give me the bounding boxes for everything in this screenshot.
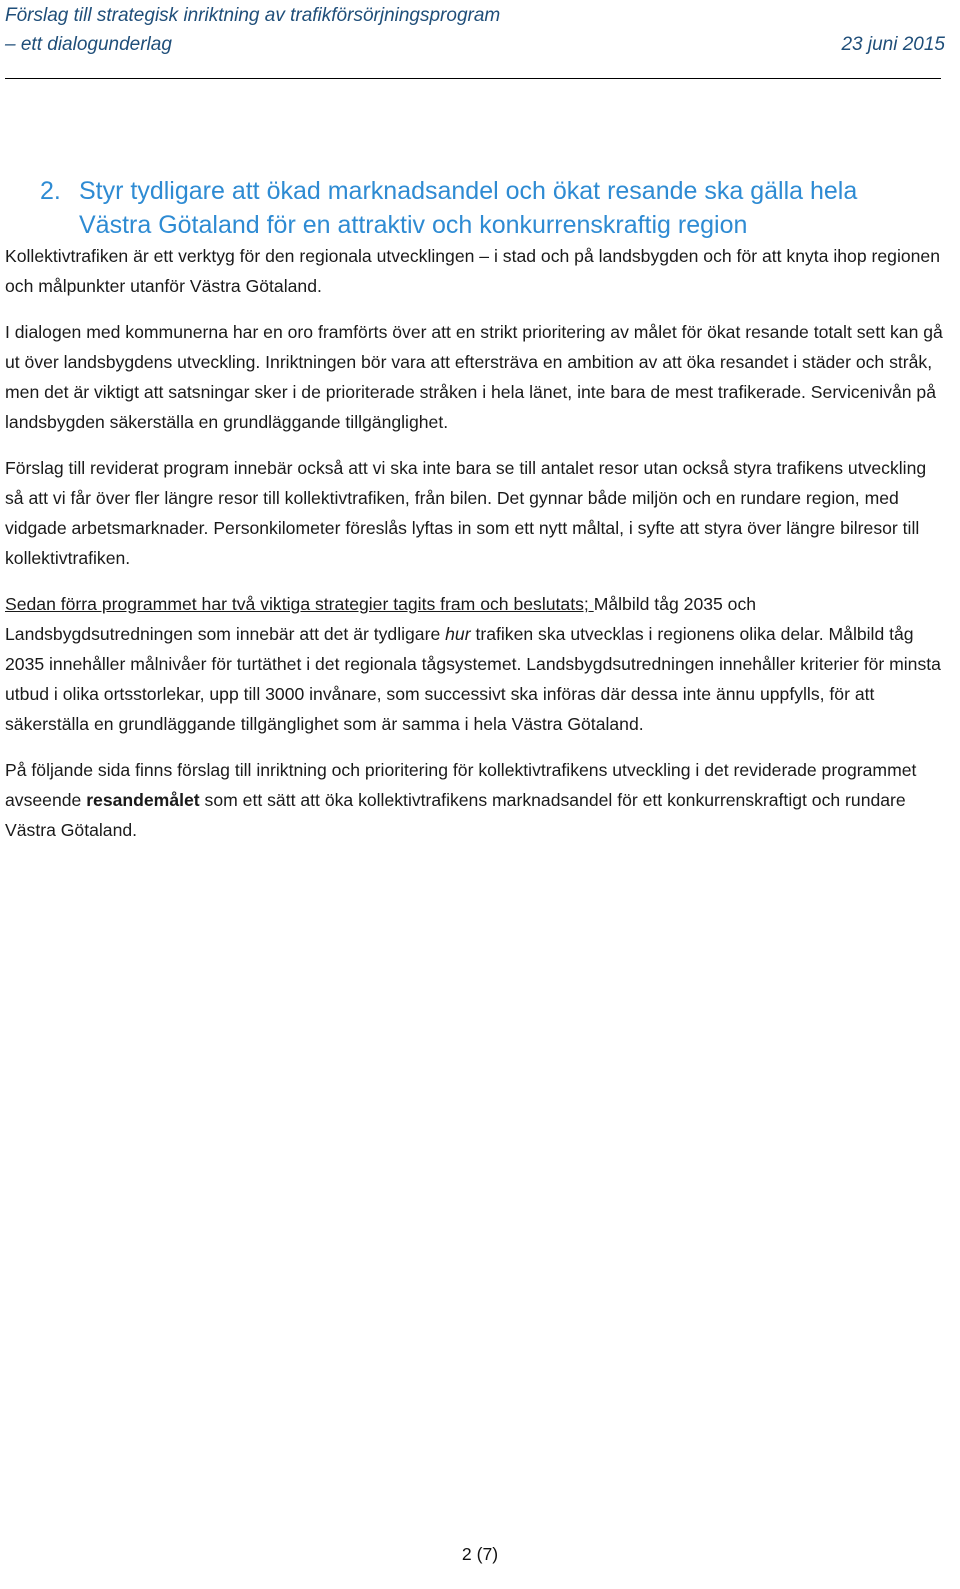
paragraph-4-underlined: Sedan förra programmet har två viktiga strategier tagits fram och beslutats; xyxy=(5,594,594,614)
paragraph-4 xyxy=(5,589,945,739)
paragraph-5-part-b: som ett sätt att öka kollektivtrafikens marknadsandel för ett konkurrenskraftigt och rundare Västra Götaland. xyxy=(5,790,906,840)
header-title: Förslag till strategisk inriktning av trafikförsörjningsprogram xyxy=(5,5,501,26)
paragraph-4-italic: hur xyxy=(445,624,471,644)
body-text xyxy=(5,241,945,861)
section-number: 2. xyxy=(40,177,61,205)
page-header xyxy=(5,0,945,59)
header-subtitle: – ett dialogunderlag xyxy=(5,34,172,55)
header-divider xyxy=(5,78,941,79)
section-heading-line1: Styr tydligare att ökad marknadsandel och ökat resande ska gälla hela xyxy=(79,177,858,205)
header-date: 23 juni 2015 xyxy=(841,34,945,55)
paragraph-5-part-a: På följande sida finns förslag till inriktning och prioritering för kollektivtrafikens utveckling i det reviderade programmet avseende xyxy=(5,760,917,810)
paragraph-1: Kollektivtrafiken är ett verktyg för den regionala utvecklingen – i stad och på landsbygden och för att knyta ihop regionen och målpunkter utanför Västra Götaland. xyxy=(5,246,940,296)
paragraph-4-part-b: trafiken ska utvecklas i regionens olika delar. Målbild tåg 2035 innehåller målnivåer för turtäthet i det regionala tågsystemet. Landsbygdsutredningen innehåller kriterier för minsta utbud i olika ortsstorlekar, upp till 3000 invånare, som successivt ska införas där dessa inte ännu uppfylls, för att säkerställa en grundläggande tillgänglighet som är samma i hela Västra Götaland. xyxy=(5,624,941,734)
section-heading xyxy=(40,174,940,242)
paragraph-5-bold: resandemålet xyxy=(86,790,200,810)
page-number: 2 (7) xyxy=(461,1544,499,1564)
section-heading-line2: Västra Götaland för en attraktiv och konkurrenskraftig region xyxy=(79,211,748,239)
paragraph-2: I dialogen med kommunerna har en oro framförts över att en strikt prioritering av målet för ökat resande totalt sett kan gå ut över landsbygdens utveckling. Inriktningen bör vara att eftersträva en ambition av att öka resandet i städer och stråk, men det är viktigt att satsningar sker i de prioriterade stråken i hela länet, inte bara de mest trafikerade. Servicenivån på landsbygden säkerställa en grundläggande tillgänglighet. xyxy=(5,322,943,432)
header-subtitle-row xyxy=(5,30,945,59)
paragraph-5 xyxy=(5,755,945,845)
paragraph-4-part-a: Målbild tåg 2035 och Landsbygdsutredningen som innebär att det är tydligare xyxy=(5,594,757,644)
paragraph-3: Förslag till reviderat program innebär också att vi ska inte bara se till antalet resor utan också styra trafikens utveckling så att vi får över fler längre resor till kollektivtrafiken, från bilen. Det gynnar både miljön och en rundare region, med vidgade arbetsmarknader. Personkilometer föreslås lyftas in som ett nytt måltal, i syfte att styra över längre bilresor till kollektivtrafiken. xyxy=(5,458,927,568)
